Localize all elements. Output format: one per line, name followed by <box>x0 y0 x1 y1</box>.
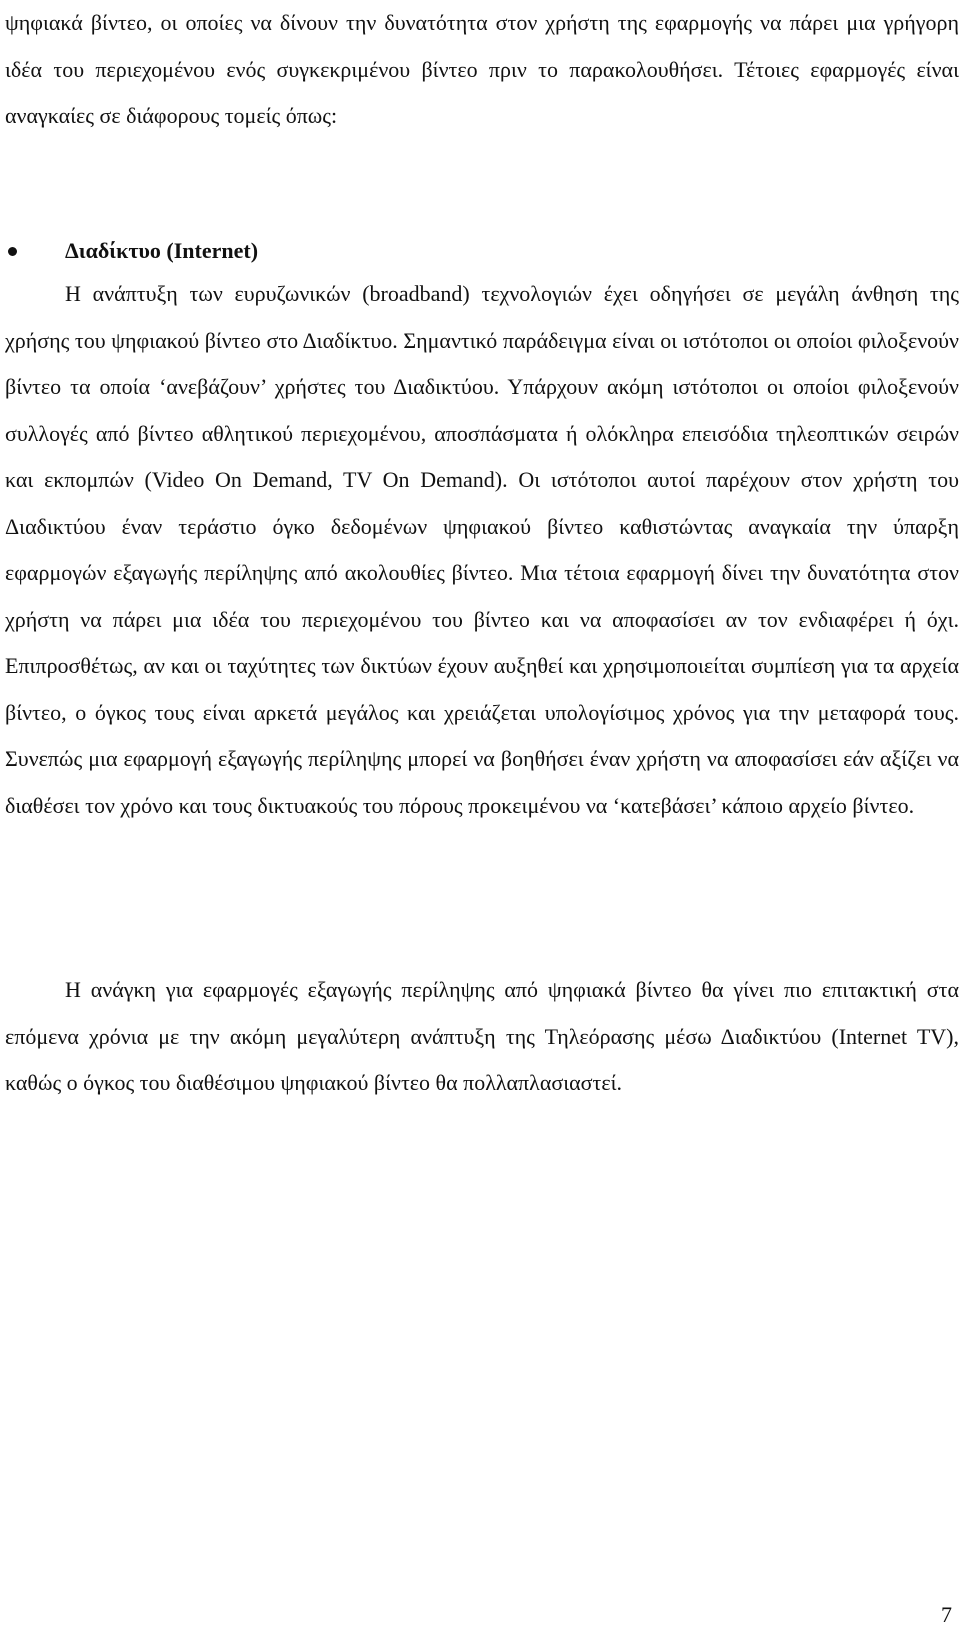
page-number: 7 <box>941 1602 952 1627</box>
bullet-body-paragraph: Η ανάπτυξη των ευρυζωνικών (broadband) τεχνολογιών έχει οδηγήσει σε μεγάλη άνθηση της χρήσης του ψηφιακού βίντεο στο Διαδίκτυο. Σημαντικό παράδειγμα είναι οι ιστότοποι οι οποίοι φιλοξενούν βίντεο τα οποία ‘ανεβάζουν’ χρήστες του Διαδικτύου. Υπάρχουν ακόμη ιστότοποι οι οποίοι φιλοξενούν συλλογές από βίντεο αθλητικού περιεχομένου, αποσπάσματα ή ολόκληρα επεισόδια τηλεοπτικών σειρών και εκπομπών (Video On Demand, TV On Demand). Οι ιστότοποι αυτοί παρέχουν στον χρήστη του Διαδικτύου έναν τεράστιο όγκο δεδομένων ψηφιακού βίντεο καθιστώντας αναγκαία την ύπαρξη εφαρμογών εξαγωγής περίληψης από ακολουθίες βίντεο. Μια τέτοια εφαρμογή δίνει την δυνατότητα στον χρήστη να πάρει μια ιδέα του περιεχομένου του βίντεο και να αποφασίσει αν τον ενδιαφέρει ή όχι. Επιπροσθέτως, αν και οι ταχύτητες των δικτύων έχουν αυξηθεί και χρησιμοποιείται συμπίεση για τα αρχεία βίντεο, ο όγκος τους είναι αρκετά μεγάλος και χρειάζεται υπολογίσιμος χρόνος για την μεταφορά τους. Συνεπώς μια εφαρμογή εξαγωγής περίληψης μπορεί να βοηθήσει έναν χρήστη να αποφασίσει εάν αξίζει να διαθέσει τον χρόνο και τους δικτυακούς του πόρους προκειμένου να ‘κατεβάσει’ κάποιο αρχείο βίντεο. <box>5 281 959 818</box>
bullet-heading: Διαδίκτυο (Internet) <box>65 238 259 263</box>
bullet-item <box>5 228 959 274</box>
lead-paragraph: ψηφιακά βίντεο, οι οποίες να δίνουν την δυνατότητα στον χρήστη της εφαρμογής να πάρει μια γρήγορη ιδέα του περιεχομένου ενός συγκεκριμένου βίντεο πριν το παρακολουθήσει. Τέτοιες εφαρμογές είναι αναγκαίες σε διάφορους τομείς όπως: <box>5 10 959 128</box>
closing-paragraph: Η ανάγκη για εφαρμογές εξαγωγής περίληψης από ψηφιακά βίντεο θα γίνει πιο επιτακτική στα επόμενα χρόνια με την ακόμη μεγαλύτερη ανάπτυξη της Τηλεόρασης μέσω Διαδικτύου (Internet TV), καθώς ο όγκος του διαθέσιμου ψηφιακού βίντεο θα πολλαπλασιαστεί. <box>5 977 959 1095</box>
bullet-dot-icon <box>8 247 17 256</box>
